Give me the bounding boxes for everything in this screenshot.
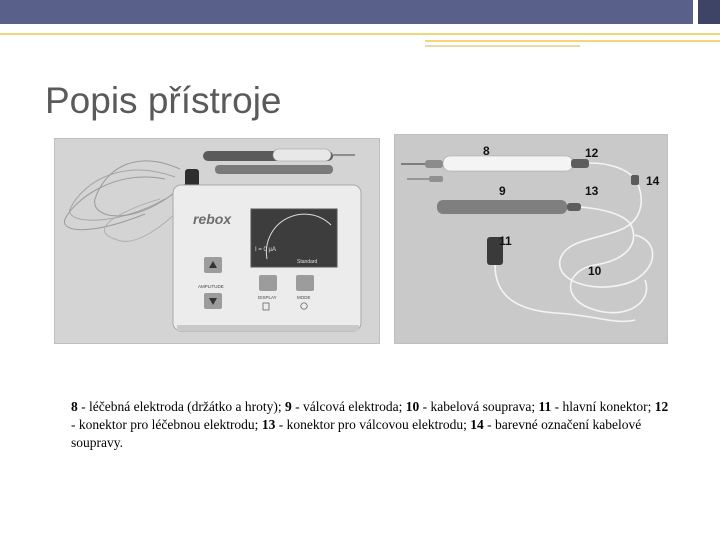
caption-num-8: 8: [71, 399, 78, 414]
caption-num-10: 10: [405, 399, 420, 414]
device-photo: [54, 138, 380, 344]
device-label-display: DISPLAY: [258, 295, 277, 300]
callout-13: 13: [585, 184, 599, 198]
electrode-photo: [394, 134, 668, 344]
figure-caption: [71, 398, 671, 452]
header-gold-line-3: [425, 45, 580, 47]
device-illustration: [55, 139, 379, 343]
device-label-mode: MODE: [297, 295, 311, 300]
caption-num-13: 13: [261, 417, 276, 432]
caption-num-9: 9: [285, 399, 292, 414]
caption-text-11: - hlavní konektor;: [551, 399, 655, 414]
header-bar: [0, 0, 720, 24]
callout-10: 10: [588, 264, 602, 278]
device-screen-readout: I = 0 µA: [255, 247, 276, 253]
caption-text-12: - konektor pro léčebnou elektrodu;: [71, 417, 262, 432]
device-label-amplitude: AMPLITUDE: [198, 284, 224, 289]
electrode-illustration: [395, 135, 667, 343]
caption-num-11: 11: [538, 399, 552, 414]
caption-text-10: - kabelová souprava;: [419, 399, 539, 414]
callout-12: 12: [585, 146, 599, 160]
callout-9: 9: [499, 184, 506, 198]
device-brand: rebox: [193, 211, 232, 227]
callout-14: 14: [646, 174, 660, 188]
caption-text-13: - konektor pro válcovou elektrodu;: [275, 417, 471, 432]
header-gold-line-2: [425, 40, 720, 42]
page-title: Popis přístroje: [45, 80, 282, 121]
caption-num-14: 14: [470, 417, 484, 432]
header-gold-line: [0, 33, 720, 35]
caption-text-14: - barevné označení kabelové soupravy.: [71, 417, 642, 450]
caption-text-9: - válcová elektroda;: [291, 399, 406, 414]
header-bar-accent: [698, 0, 720, 24]
callout-11: 11: [499, 234, 512, 248]
caption-num-12: 12: [654, 399, 669, 414]
device-screen-mode: Standard: [297, 259, 318, 265]
callout-8: 8: [483, 144, 490, 158]
caption-text-8: - léčebná elektroda (držátko a hroty);: [77, 399, 286, 414]
